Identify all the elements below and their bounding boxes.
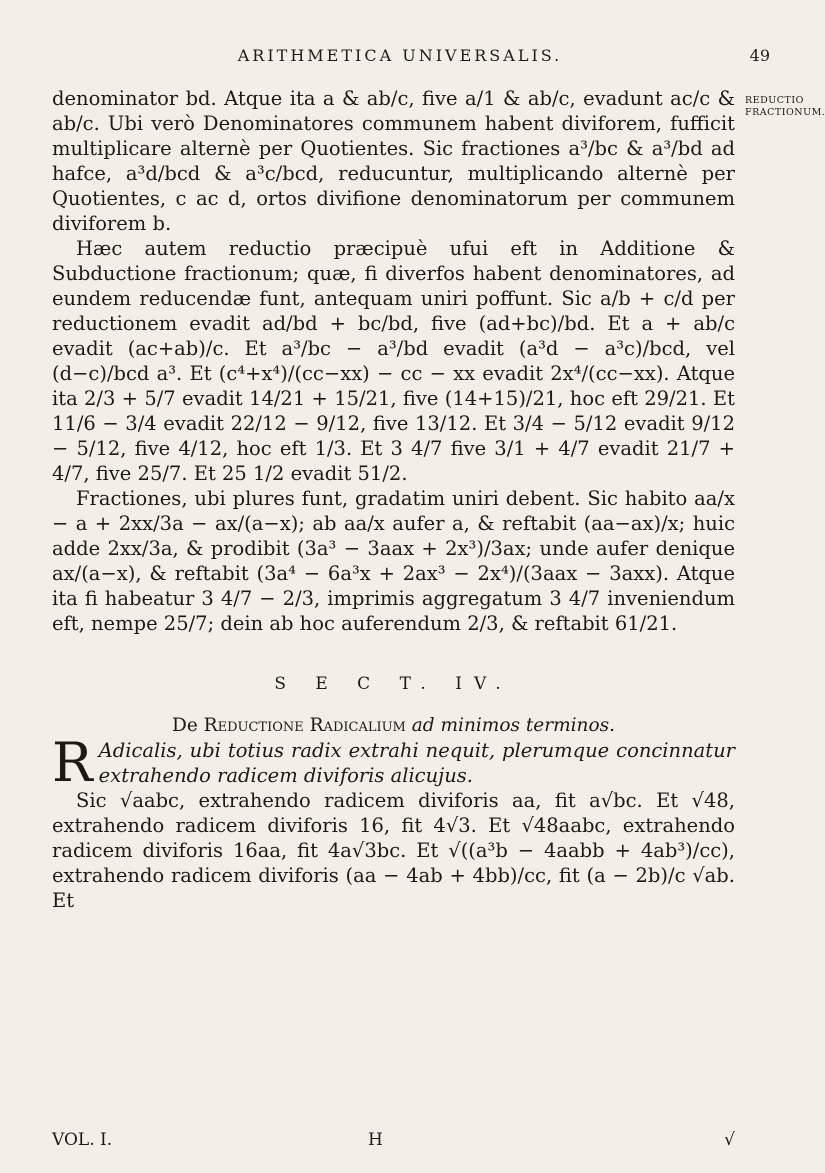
page-footer xyxy=(52,1130,735,1150)
paragraph-2: Hæc autem reductio præcipuè ufui eft in Additione & Subductione fractionum; quæ, fi diverfos habent denominatores, ad eundem reducendæ funt, antequam uniri poffunt. Sic a/b + c/d per reductionem evadit ad/bd + bc/bd, five (ad+bc)/bd. Et a + ab/c evadit (ac+ab)/c. Et a³/bc − a³/bd evadit (a³d − a³c)/bcd, vel (d−c)/bcd a³. Et (c⁴+x⁴)/(cc−xx) − cc − xx evadit 2x⁴/(cc−xx). Atque ita 2/3 + 5/7 evadit 14/21 + 15/21, five (14+15)/21, hoc eft 29/21. Et 11/6 − 3/4 evadit 22/12 − 9/12, five 13/12. Et 3/4 − 5/12 evadit 9/12 − 5/12, five 4/12, hoc eft 1/3. Et 3 4/7 five 3/1 + 4/7 evadit 21/7 + 4/7, five 25/7. Et 25 1/2 evadit 51/2. xyxy=(52,237,735,485)
running-title: ARITHMETICA UNIVERSALIS. xyxy=(237,46,563,65)
running-head xyxy=(30,46,770,65)
main-text xyxy=(52,86,735,913)
section-title-italic: ad minimos terminos. xyxy=(411,715,615,736)
paragraph-3: Fractiones, ubi plures funt, gradatim uniri debent. Sic habito aa/x − a + 2xx/3a − ax/(a−x); ab aa/x aufer a, & reftabit (aa−ax)/x; huic adde 2xx/3a, & prodibit (3a³ − 3aax + 2x³)/3ax; unde aufer denique ax/(a−x), & reftabit (3a⁴ − 6a³x + 2ax³ − 2x⁴)/(3aax − 3axx). Atque ita fi habeatur 3 4/7 − 2/3, imprimis aggregatum 3 4/7 inveniendum eft, nempe 25/7; dein ab hoc auferendum 2/3, & reftabit 61/21. xyxy=(52,487,735,635)
catchword: √ xyxy=(724,1130,735,1150)
volume-mark: VOL. I. xyxy=(52,1130,113,1150)
page-number: 49 xyxy=(749,46,770,65)
section-body: Sic √aabc, extrahendo radicem diviforis aa, fit a√bc. Et √48, extrahendo radicem diviforis 16, fit 4√3. Et √48aabc, extrahendo radicem diviforis 16aa, fit 4a√3bc. Et √((a³b − 4aabb + 4ab³)/cc), extrahendo radicem diviforis (aa − 4ab + 4bb)/cc, fit (a − 2b)/c √ab. Et xyxy=(52,789,735,912)
section-label: S E C T. IV. xyxy=(274,674,513,694)
margin-note: REDUCTIO FRACTIONUM. xyxy=(745,95,825,118)
section-title-prefix: De xyxy=(172,715,198,736)
paragraph-1: denominator bd. Atque ita a & ab/c, five a/1 & ab/c, evadunt ac/c & ab/c. Ubi verò Denominatores communem habent diviforem, fufficit multiplicare alternè per Quotientes. Sic fractiones a³/bc & a³/bd ad hafce, a³d/bcd & a³c/bcd, reducuntur, multiplicando alternè per Quotientes, c ac d, ortos divifione denominatorum per communem diviforem b. xyxy=(52,87,735,235)
section-title-main: Reductione Radicalium xyxy=(203,715,406,736)
signature-mark: H xyxy=(368,1130,383,1150)
section-title xyxy=(52,713,735,738)
section-intro-text: Adicalis, ubi totius radix extrahi nequit, plerumque concinnatur extrahendo radicem diviforis alicujus. xyxy=(98,739,735,787)
section-intro xyxy=(52,731,735,794)
drop-cap: R xyxy=(52,731,93,794)
